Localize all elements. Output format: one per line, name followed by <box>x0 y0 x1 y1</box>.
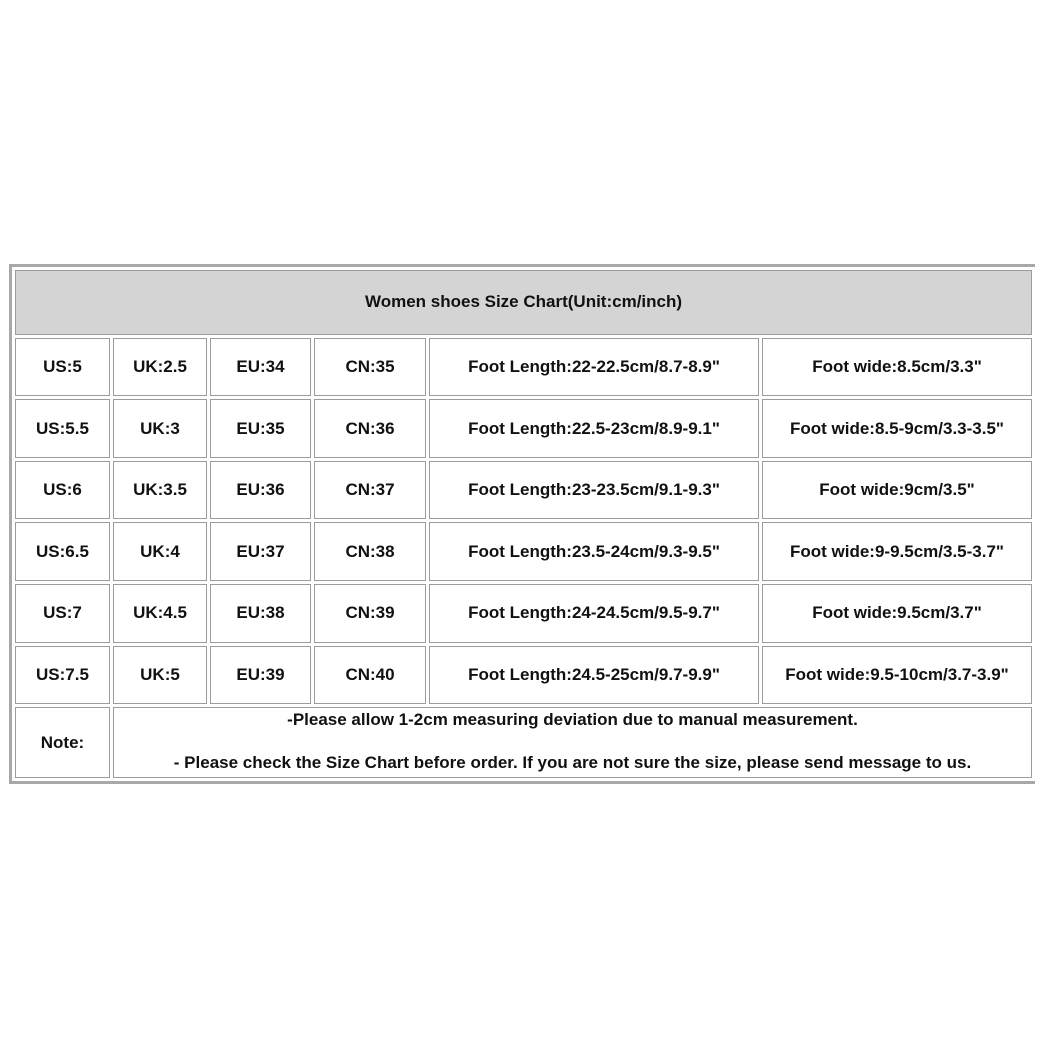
uk-size-cell: UK:3.5 <box>113 461 207 520</box>
uk-size-cell: UK:4.5 <box>113 584 207 643</box>
us-size-cell: US:6.5 <box>15 522 110 581</box>
title-row <box>15 270 1032 335</box>
eu-size-cell: EU:38 <box>210 584 311 643</box>
foot-length-cell: Foot Length:24-24.5cm/9.5-9.7" <box>429 584 759 643</box>
us-size-cell: US:6 <box>15 461 110 520</box>
note-line-deviation: -Please allow 1-2cm measuring deviation due to manual measurement. <box>287 710 858 730</box>
foot-length-cell: Foot Length:24.5-25cm/9.7-9.9" <box>429 646 759 705</box>
note-text <box>113 707 1032 778</box>
uk-size-cell: UK:5 <box>113 646 207 705</box>
us-size-cell: US:5.5 <box>15 399 110 458</box>
foot-length-cell: Foot Length:22-22.5cm/8.7-8.9" <box>429 338 759 397</box>
foot-wide-cell: Foot wide:9cm/3.5" <box>762 461 1032 520</box>
table-row <box>15 522 1032 581</box>
cn-size-cell: CN:39 <box>314 584 426 643</box>
cn-size-cell: CN:38 <box>314 522 426 581</box>
table-row <box>15 584 1032 643</box>
size-chart-table <box>12 267 1035 781</box>
size-chart <box>9 264 1035 784</box>
foot-wide-cell: Foot wide:8.5cm/3.3" <box>762 338 1032 397</box>
cn-size-cell: CN:35 <box>314 338 426 397</box>
note-row <box>15 707 1032 778</box>
cn-size-cell: CN:40 <box>314 646 426 705</box>
chart-title: Women shoes Size Chart(Unit:cm/inch) <box>15 270 1032 335</box>
foot-wide-cell: Foot wide:8.5-9cm/3.3-3.5" <box>762 399 1032 458</box>
table-row <box>15 646 1032 705</box>
eu-size-cell: EU:37 <box>210 522 311 581</box>
eu-size-cell: EU:36 <box>210 461 311 520</box>
foot-length-cell: Foot Length:23.5-24cm/9.3-9.5" <box>429 522 759 581</box>
eu-size-cell: EU:35 <box>210 399 311 458</box>
table-row <box>15 399 1032 458</box>
foot-wide-cell: Foot wide:9.5-10cm/3.7-3.9" <box>762 646 1032 705</box>
foot-wide-cell: Foot wide:9.5cm/3.7" <box>762 584 1032 643</box>
uk-size-cell: UK:2.5 <box>113 338 207 397</box>
cn-size-cell: CN:37 <box>314 461 426 520</box>
eu-size-cell: EU:39 <box>210 646 311 705</box>
note-label: Note: <box>15 707 110 778</box>
us-size-cell: US:7.5 <box>15 646 110 705</box>
foot-length-cell: Foot Length:22.5-23cm/8.9-9.1" <box>429 399 759 458</box>
note-line-check-chart: - Please check the Size Chart before order. If you are not sure the size, please send message to us. <box>173 753 972 772</box>
uk-size-cell: UK:3 <box>113 399 207 458</box>
eu-size-cell: EU:34 <box>210 338 311 397</box>
uk-size-cell: UK:4 <box>113 522 207 581</box>
table-row <box>15 338 1032 397</box>
foot-wide-cell: Foot wide:9-9.5cm/3.5-3.7" <box>762 522 1032 581</box>
foot-length-cell: Foot Length:23-23.5cm/9.1-9.3" <box>429 461 759 520</box>
cn-size-cell: CN:36 <box>314 399 426 458</box>
us-size-cell: US:5 <box>15 338 110 397</box>
us-size-cell: US:7 <box>15 584 110 643</box>
table-row <box>15 461 1032 520</box>
